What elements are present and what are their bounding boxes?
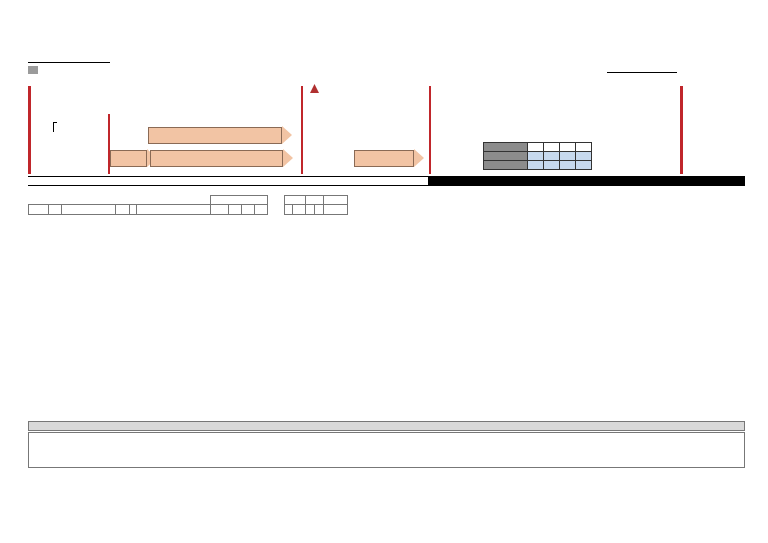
header-marker (28, 66, 38, 74)
vessel-arrow-1 (148, 127, 282, 144)
tide-label (484, 143, 528, 152)
col-ata (49, 205, 62, 215)
tide-label (484, 161, 528, 170)
berth-marker-1 (28, 86, 31, 174)
tide-cell (576, 143, 592, 152)
col-navis-ref (137, 205, 211, 215)
tide-cell (528, 143, 544, 152)
col-eta (29, 205, 49, 215)
berth-marker-3 (301, 86, 303, 174)
col-docs-3 (242, 205, 255, 215)
vessel-status-approved (621, 458, 743, 465)
col-vessel-name (62, 205, 116, 215)
tide-row-time (484, 152, 592, 161)
col-docs-2 (229, 205, 242, 215)
tide-label (484, 152, 528, 161)
tide-cell (560, 161, 576, 170)
tide-cell (560, 143, 576, 152)
schedule-notice (28, 421, 745, 431)
vessel-arrow-1-tip (282, 126, 292, 144)
vessel-arrow-4 (354, 150, 414, 167)
table-subheader-row (29, 205, 647, 215)
tide-cell (576, 161, 592, 170)
quay-ruler (28, 176, 428, 186)
col-flag (130, 205, 137, 215)
col-arr (306, 205, 315, 215)
current-header (324, 196, 348, 205)
tide-cell (544, 143, 560, 152)
vessel-status-docs (621, 442, 743, 449)
tide-cell (576, 152, 592, 161)
berth-marker-4 (429, 86, 431, 174)
col-lf (293, 205, 306, 215)
tide-row-phase (484, 143, 592, 152)
terminal-logo (310, 78, 440, 96)
logo-mark-icon (310, 80, 319, 89)
vessel-arrow-4-tip (414, 149, 424, 167)
header-rule-left (28, 62, 110, 63)
col-no (285, 205, 293, 215)
tide-cell (544, 161, 560, 170)
tide-table (483, 142, 592, 170)
vessel-arrow-2 (110, 150, 147, 167)
tide-cell (544, 152, 560, 161)
tide-cell (528, 161, 544, 170)
col-docs-4 (255, 205, 268, 215)
vessel-status-pending (621, 450, 743, 457)
header-rule-right (607, 72, 677, 73)
col-loa (116, 205, 130, 215)
col-docs-1 (211, 205, 229, 215)
table-header-row (29, 196, 647, 205)
col-dep (315, 205, 324, 215)
item-header (285, 196, 306, 205)
vessel-arrow-3-tip (283, 149, 293, 167)
vessel-schedule-table (28, 195, 647, 215)
bracket-horizontal (53, 122, 57, 123)
bracket-vertical (53, 122, 54, 132)
berth-marker-5 (680, 86, 683, 174)
tide-cell (528, 152, 544, 161)
col-status (324, 205, 348, 215)
tide-cell (560, 152, 576, 161)
legend-panel (28, 432, 745, 468)
tide-row-height (484, 161, 592, 170)
vessel-arrow-3 (150, 150, 283, 167)
docs-status-header (211, 196, 268, 205)
draft-header (306, 196, 324, 205)
